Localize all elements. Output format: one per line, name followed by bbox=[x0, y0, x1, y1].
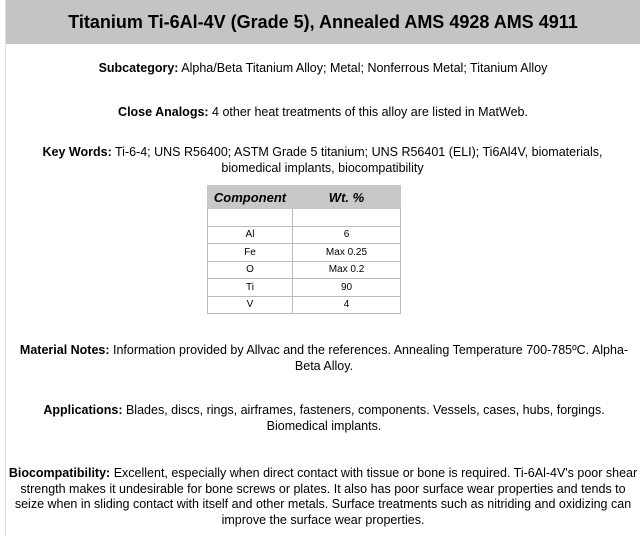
applications bbox=[14, 402, 634, 434]
header-wt: Wt. % bbox=[293, 186, 401, 209]
left-border bbox=[5, 0, 6, 536]
wt: Max 0.2 bbox=[293, 261, 401, 279]
page-title: Titanium Ti-6Al-4V (Grade 5), Annealed AMS 4928 AMS 4911 bbox=[6, 0, 640, 44]
biocompat-text: Excellent, especially when direct contact with tissue or bone is required. Ti-6Al-4V's poor shear strength makes it undesirable for bone screws or plates. It also has poor surface wear properties and tends to seize when in sliding contact with itself and other metals. Surface treatments such as nitriding and oxidizing can improve the surface wear properties. bbox=[14, 466, 638, 527]
keywords-text: Ti-6-4; UNS R56400; ASTM Grade 5 titanium; UNS R56401 (ELI); Ti6Al4V, biomaterials, biomedical implants, biocompatibility bbox=[111, 145, 603, 175]
close-analogs bbox=[6, 104, 640, 120]
component: Ti bbox=[208, 279, 293, 297]
component: V bbox=[208, 296, 293, 314]
wt: 6 bbox=[293, 226, 401, 244]
header-component: Component bbox=[208, 186, 293, 209]
analogs-label: Close Analogs: bbox=[118, 105, 209, 119]
table-row bbox=[208, 261, 401, 279]
material-notes bbox=[14, 342, 634, 374]
wt: 4 bbox=[293, 296, 401, 314]
applications-text: Blades, discs, rings, airframes, fasteners, components. Vessels, cases, hubs, forgings. Biomedical implants. bbox=[122, 403, 605, 433]
applications-label: Applications: bbox=[43, 403, 123, 417]
composition-table bbox=[207, 185, 401, 314]
biocompatibility bbox=[6, 466, 640, 528]
table-row bbox=[208, 244, 401, 262]
notes-text: Information provided by Allvac and the references. Annealing Temperature 700-785ºC. Alpha-Beta Alloy. bbox=[109, 343, 629, 373]
wt: 90 bbox=[293, 279, 401, 297]
keywords-label: Key Words: bbox=[42, 145, 112, 159]
table-row bbox=[208, 279, 401, 297]
table-row bbox=[208, 226, 401, 244]
wt: Max 0.25 bbox=[293, 244, 401, 262]
table-row bbox=[208, 209, 401, 227]
component: Al bbox=[208, 226, 293, 244]
subcategory-label: Subcategory: bbox=[98, 61, 179, 75]
subcategory bbox=[6, 60, 640, 76]
subcategory-text: Alpha/Beta Titanium Alloy; Metal; Nonferrous Metal; Titanium Alloy bbox=[178, 61, 548, 75]
component: O bbox=[208, 261, 293, 279]
key-words bbox=[20, 144, 625, 176]
analogs-text: 4 other heat treatments of this alloy are listed in MatWeb. bbox=[208, 105, 528, 119]
notes-label: Material Notes: bbox=[19, 343, 110, 357]
table-row bbox=[208, 296, 401, 314]
biocompat-label: Biocompatibility: bbox=[8, 466, 111, 480]
component: Fe bbox=[208, 244, 293, 262]
